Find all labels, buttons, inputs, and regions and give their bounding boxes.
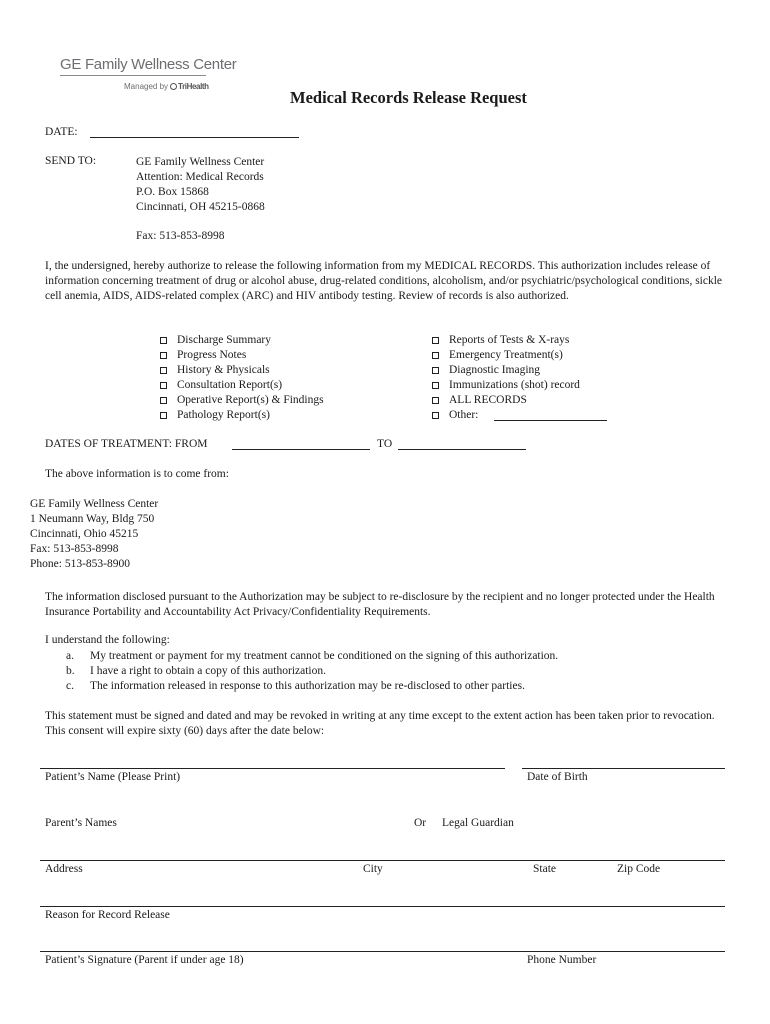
logo-divider — [60, 75, 206, 76]
or-label: Or — [414, 817, 427, 829]
checklist-left — [160, 333, 324, 423]
parents-names-label: Parent’s Names — [45, 817, 117, 829]
treatment-to-field[interactable] — [398, 449, 526, 450]
patient-name-field[interactable] — [40, 768, 505, 769]
checkbox-icon — [432, 352, 439, 359]
understand-intro: I understand the following: — [45, 634, 170, 646]
checkbox-icon — [160, 382, 167, 389]
signature-label: Patient’s Signature (Parent if under age 18) — [45, 954, 244, 966]
legal-guardian-label: Legal Guardian — [442, 817, 514, 829]
list-item: c. The information released in response to this authorization may be re-disclosed to other parties. — [66, 680, 525, 692]
reason-label: Reason for Record Release — [45, 909, 170, 921]
source-intro: The above information is to come from: — [45, 468, 229, 480]
list-item: a. My treatment or payment for my treatment cannot be conditioned on the signing of this authorization. — [66, 650, 559, 662]
state-label: State — [533, 863, 556, 875]
send-to-fax: Fax: 513-853-8998 — [136, 230, 225, 242]
understand-list — [66, 649, 558, 694]
source-address: GE Family Wellness Center 1 Neumann Way, Bldg 750 Cincinnati, Ohio 45215 Fax: 513-853-8998 Phone: 513-853-8900 — [30, 498, 159, 570]
other-field[interactable] — [494, 420, 607, 421]
dob-field[interactable] — [522, 768, 725, 769]
checkbox-icon — [432, 382, 439, 389]
checkbox-operative-reports[interactable]: Operative Report(s) & Findings — [160, 393, 324, 408]
date-field[interactable] — [90, 137, 299, 138]
send-to-address: GE Family Wellness Center Attention: Medical Records P.O. Box 15868 Cincinnati, OH 45215-0868 — [136, 156, 265, 213]
dob-label: Date of Birth — [527, 771, 588, 783]
checkbox-progress-notes[interactable]: Progress Notes — [160, 348, 324, 363]
trihealth-mark-icon — [170, 83, 177, 90]
checkbox-history-physicals[interactable]: History & Physicals — [160, 363, 324, 378]
phone-label: Phone Number — [527, 954, 597, 966]
address-label: Address — [45, 863, 83, 875]
statement-text: This statement must be signed and dated and may be revoked in writing at any time except to the extent action has been taken prior to revocation. This consent will expire sixty (60) days after the date below: — [45, 710, 715, 737]
checkbox-icon — [432, 367, 439, 374]
checkbox-icon — [160, 412, 167, 419]
logo-managed-by: Managed by TriHealth — [124, 82, 209, 91]
checkbox-consultation-reports[interactable]: Consultation Report(s) — [160, 378, 324, 393]
city-label: City — [363, 863, 383, 875]
checkbox-icon — [160, 352, 167, 359]
checkbox-icon — [160, 367, 167, 374]
checklist-right — [432, 333, 580, 423]
checkbox-emergency-treatments[interactable]: Emergency Treatment(s) — [432, 348, 580, 363]
dates-to-label: TO — [377, 438, 393, 450]
checkbox-all-records[interactable]: ALL RECORDS — [432, 393, 580, 408]
dates-of-treatment-label: DATES OF TREATMENT: FROM — [45, 438, 208, 450]
page-title: Medical Records Release Request — [290, 88, 527, 107]
checkbox-icon — [160, 337, 167, 344]
send-to-label: SEND TO: — [45, 155, 97, 167]
disclosure-text: The information disclosed pursuant to the Authorization may be subject to re-disclosure by the recipient and no longer protected under the Health Insurance Portability and Accountability Act Privacy/Confidentiality Requirements. — [45, 591, 715, 618]
logo-name: GE Family Wellness Center — [60, 56, 237, 73]
checkbox-diagnostic-imaging[interactable]: Diagnostic Imaging — [432, 363, 580, 378]
checkbox-pathology-reports[interactable]: Pathology Report(s) — [160, 408, 324, 423]
checkbox-immunizations[interactable]: Immunizations (shot) record — [432, 378, 580, 393]
patient-name-label: Patient’s Name (Please Print) — [45, 771, 181, 783]
list-item: b. I have a right to obtain a copy of this authorization. — [66, 665, 327, 677]
checkbox-discharge-summary[interactable]: Discharge Summary — [160, 333, 324, 348]
authorization-text: I, the undersigned, hereby authorize to release the following information from my MEDICAL RECORDS. This authorization includes release of information concerning treatment of drug or alcohol abuse, drug-related conditions, alcoholism, and/or psychiatric/psychological conditions, sickle cell anemia, AIDS, AIDS-related complex (ARC) and HIV antibody testing. Review of records is also authorized. — [45, 260, 723, 302]
checkbox-reports-tests-xrays[interactable]: Reports of Tests & X-rays — [432, 333, 580, 348]
checkbox-other[interactable]: Other: — [432, 408, 580, 423]
checkbox-icon — [160, 397, 167, 404]
address-field[interactable] — [40, 860, 725, 861]
checkbox-icon — [432, 337, 439, 344]
signature-field[interactable] — [40, 951, 725, 952]
checkbox-icon — [432, 412, 439, 419]
zip-label: Zip Code — [617, 863, 661, 875]
treatment-from-field[interactable] — [232, 449, 370, 450]
date-label: DATE: — [45, 126, 78, 138]
checkbox-icon — [432, 397, 439, 404]
reason-field[interactable] — [40, 906, 725, 907]
